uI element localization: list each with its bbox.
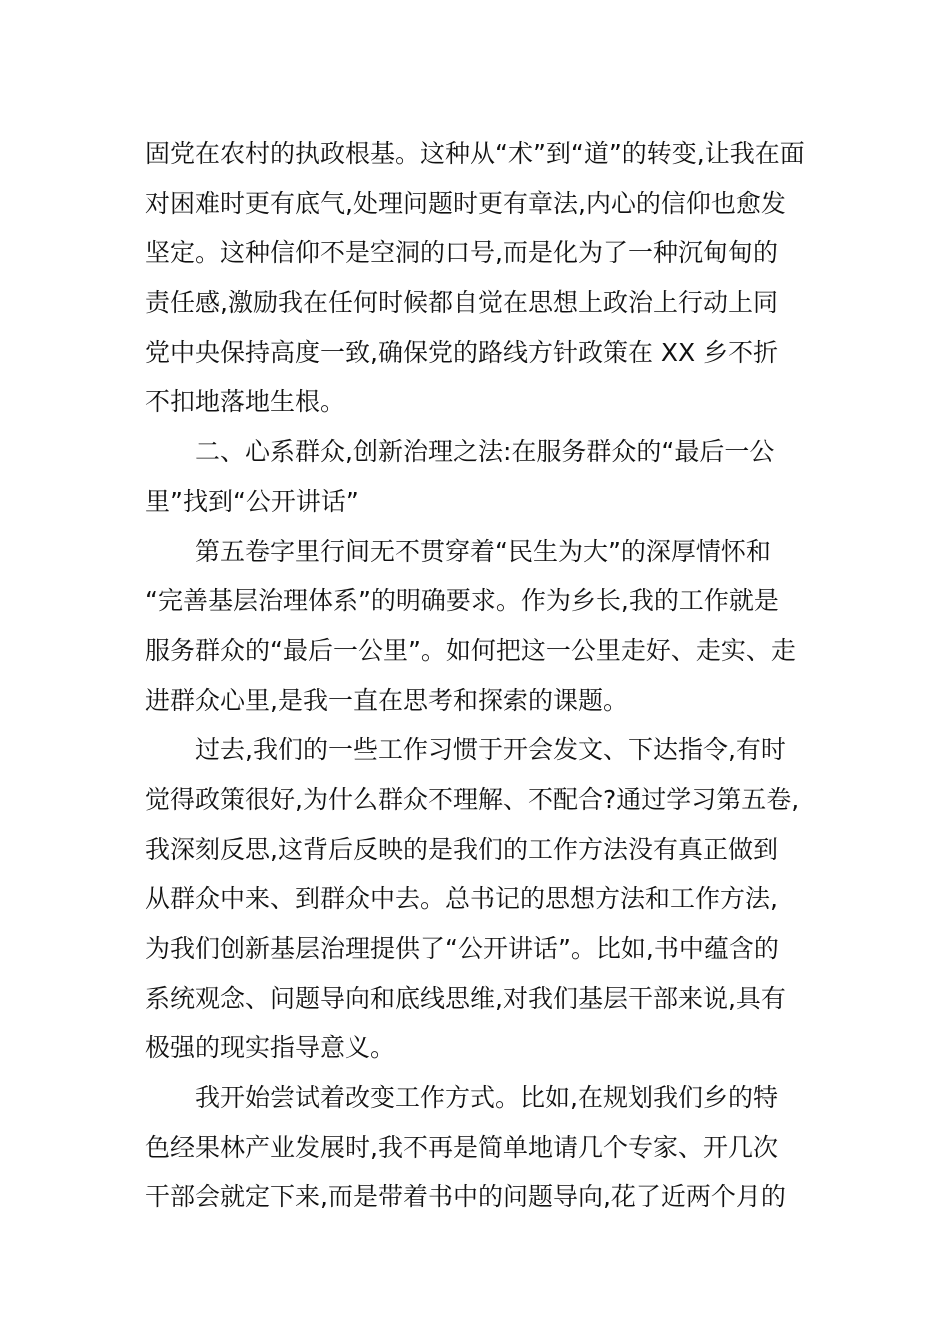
- text-line: 我深刻反思,这背后反映的是我们的工作方法没有真正做到: [145, 834, 778, 864]
- paragraph-first-line: 过去,我们的一些工作习惯于开会发文、下达指令,有时: [195, 735, 786, 765]
- text-line: 干部会就定下来,而是带着书中的问题导向,花了近两个月的: [145, 1182, 786, 1212]
- text-line: 进群众心里,是我一直在思考和探索的课题。: [145, 685, 628, 715]
- text-line: 党中央保持高度一致,确保党的路线方针政策在 XX 乡不折: [145, 337, 779, 367]
- text-line: 系统观念、问题导向和底线思维,对我们基层干部来说,具有: [145, 983, 786, 1013]
- text-line: 不扣地落地生根。: [145, 387, 346, 417]
- text-line: 责任感,激励我在任何时候都自觉在思想上政治上行动上同: [145, 288, 778, 318]
- text-line: “完善基层治理体系”的明确要求。作为乡长,我的工作就是: [145, 586, 779, 616]
- text-line: 觉得政策很好,为什么群众不理解、不配合?通过学习第五卷,: [145, 784, 800, 814]
- text-line: 极强的现实指导意义。: [145, 1033, 396, 1063]
- text-line: 对困难时更有底气,处理问题时更有章法,内心的信仰也愈发: [145, 188, 786, 218]
- paragraph-first-line: 二、心系群众,创新治理之法:在服务群众的“最后一公: [195, 437, 775, 467]
- text-line: 固党在农村的执政根基。这种从“术”到“道”的转变,让我在面: [145, 139, 805, 168]
- paragraph-first-line: 第五卷字里行间无不贯穿着“民生为大”的深厚情怀和: [195, 536, 771, 566]
- text-line: 坚定。这种信仰不是空洞的口号,而是化为了一种沉甸甸的: [145, 238, 778, 268]
- text-line: 为我们创新基层治理提供了“公开讲话”。比如,书中蕴含的: [145, 934, 779, 963]
- text-line: 服务群众的“最后一公里”。如何把这一公里走好、走实、走: [145, 635, 796, 665]
- text-line: 色经果林产业发展时,我不再是简单地请几个专家、开几次: [145, 1132, 778, 1162]
- document-body: [145, 129, 810, 1222]
- paragraph-first-line: 我开始尝试着改变工作方式。比如,在规划我们乡的特: [195, 1083, 778, 1113]
- text-line: 从群众中来、到群众中去。总书记的思想方法和工作方法,: [145, 884, 778, 914]
- text-line: 里”找到“公开讲话”: [145, 486, 359, 516]
